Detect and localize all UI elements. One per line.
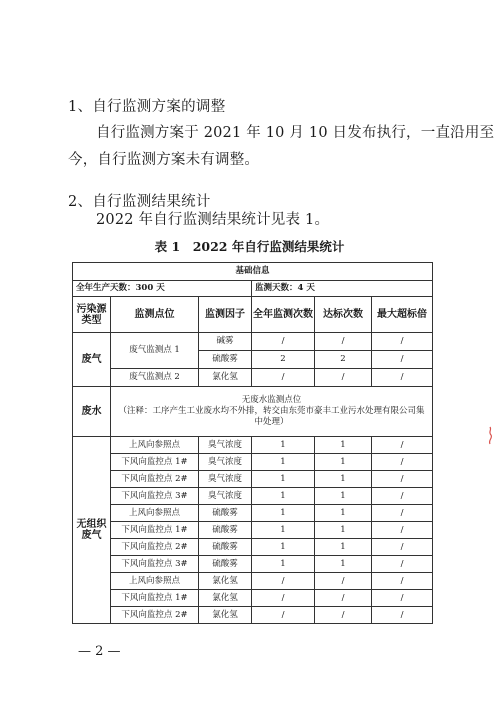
cell-point: 废气监测点 1 [111, 333, 199, 369]
cell-compliant: 1 [315, 488, 372, 505]
cell-compliant: / [315, 607, 372, 624]
cell-compliant: 1 [315, 522, 372, 539]
cell-factor: 臭气浓度 [199, 488, 252, 505]
cell-count: / [252, 607, 315, 624]
cell-compliant: 1 [315, 556, 372, 573]
cell-count: 1 [252, 437, 315, 454]
cell-point: 上风向参照点 [111, 437, 199, 454]
cell-factor: 氯化氢 [199, 590, 252, 607]
waste-water-note [111, 387, 433, 437]
production-days: 全年生产天数：300 天 [73, 281, 252, 297]
waste-gas-label: 废气 [73, 333, 111, 387]
table-row [73, 437, 433, 454]
cell-point: 下风向监控点 2# [111, 471, 199, 488]
waste-water-note-line-2: （注释：工序产生工业废水均不外排，转交由东莞市豪丰工业污水处理有限公司集中处理） [118, 406, 425, 427]
cell-factor: 臭气浓度 [199, 437, 252, 454]
cell-factor: 臭气浓度 [199, 454, 252, 471]
cell-factor: 硫酸雾 [199, 505, 252, 522]
table-row [73, 454, 433, 471]
table-row [73, 505, 433, 522]
cell-point: 废气监测点 2 [111, 369, 199, 387]
monitoring-days: 监测天数：4 天 [252, 281, 433, 297]
cell-count: 1 [252, 505, 315, 522]
header-count: 全年监测次数 [252, 297, 315, 333]
cell-exceed: / [372, 333, 433, 351]
table-row [73, 556, 433, 573]
cell-count: / [252, 333, 315, 351]
cell-exceed: / [372, 522, 433, 539]
cell-exceed: / [372, 556, 433, 573]
header-compliant: 达标次数 [315, 297, 372, 333]
cell-count: 2 [252, 351, 315, 369]
cell-exceed: / [372, 488, 433, 505]
paragraph-1-line-1: 自行监测方案于 2021 年 10 月 10 日发布执行，一直沿用至 [96, 125, 495, 141]
cell-point: 下风向监控点 3# [111, 556, 199, 573]
cell-factor: 臭气浓度 [199, 471, 252, 488]
cell-point: 下风向监控点 3# [111, 488, 199, 505]
cell-compliant: 1 [315, 505, 372, 522]
cell-compliant: 1 [315, 471, 372, 488]
section-heading-1: 1、自行监测方案的调整 [68, 99, 226, 115]
basic-info-header: 基础信息 [73, 263, 433, 281]
table-row [73, 590, 433, 607]
cell-factor: 氯化氢 [199, 573, 252, 590]
red-ink-mark [486, 426, 494, 446]
cell-exceed: / [372, 471, 433, 488]
waste-water-note-line-1: 无废水监测点位 [241, 395, 302, 405]
header-max-exceed: 最大超标倍 [372, 297, 433, 333]
cell-exceed: / [372, 454, 433, 471]
table-row [73, 471, 433, 488]
cell-compliant: 1 [315, 454, 372, 471]
paragraph-1-line-2: 今，自行监测方案未有调整。 [68, 152, 260, 168]
cell-compliant: 2 [315, 351, 372, 369]
cell-factor: 硫酸雾 [199, 539, 252, 556]
cell-count: 1 [252, 539, 315, 556]
table-row [73, 573, 433, 590]
cell-count: / [252, 369, 315, 387]
cell-count: 1 [252, 471, 315, 488]
cell-compliant: / [315, 573, 372, 590]
table-caption: 表 1 2022 年自行监测结果统计 [154, 239, 345, 254]
cell-point: 上风向参照点 [111, 505, 199, 522]
table-row [73, 607, 433, 624]
cell-point: 下风向监控点 2# [111, 607, 199, 624]
cell-compliant: 1 [315, 437, 372, 454]
cell-point: 上风向参照点 [111, 573, 199, 590]
cell-point: 下风向监控点 2# [111, 539, 199, 556]
paragraph-2: 2022 年自行监测结果统计见表 1。 [96, 212, 330, 228]
table-row [73, 522, 433, 539]
cell-compliant: / [315, 333, 372, 351]
table-row [73, 333, 433, 351]
header-factor: 监测因子 [199, 297, 252, 333]
header-point: 监测点位 [111, 297, 199, 333]
cell-factor: 氯化氢 [199, 369, 252, 387]
cell-factor: 硫酸雾 [199, 522, 252, 539]
cell-count: / [252, 590, 315, 607]
cell-factor: 硫酸雾 [199, 556, 252, 573]
cell-exceed: / [372, 573, 433, 590]
cell-exceed: / [372, 539, 433, 556]
cell-exceed: / [372, 351, 433, 369]
cell-compliant: 1 [315, 539, 372, 556]
waste-water-label: 废水 [73, 387, 111, 437]
cell-compliant: / [315, 590, 372, 607]
cell-exceed: / [372, 437, 433, 454]
cell-exceed: / [372, 505, 433, 522]
cell-exceed: / [372, 369, 433, 387]
monitoring-results-table [72, 262, 433, 624]
cell-count: 1 [252, 522, 315, 539]
cell-count: / [252, 573, 315, 590]
cell-factor: 氯化氢 [199, 607, 252, 624]
table-row [73, 387, 433, 437]
cell-factor: 碱雾 [199, 333, 252, 351]
page-number: — 2 — [78, 644, 121, 659]
table-row [73, 488, 433, 505]
cell-count: 1 [252, 488, 315, 505]
cell-point: 下风向监控点 1# [111, 454, 199, 471]
cell-point: 下风向监控点 1# [111, 590, 199, 607]
cell-exceed: / [372, 607, 433, 624]
cell-compliant: / [315, 369, 372, 387]
cell-factor: 硫酸雾 [199, 351, 252, 369]
table-row [73, 539, 433, 556]
cell-count: 1 [252, 454, 315, 471]
section-heading-2: 2、自行监测结果统计 [68, 194, 211, 210]
fugitive-label: 无组织废气 [73, 437, 111, 624]
cell-point: 下风向监控点 1# [111, 522, 199, 539]
table-row [73, 369, 433, 387]
cell-exceed: / [372, 590, 433, 607]
cell-count: 1 [252, 556, 315, 573]
header-pollution-type: 污染源类型 [73, 297, 111, 333]
